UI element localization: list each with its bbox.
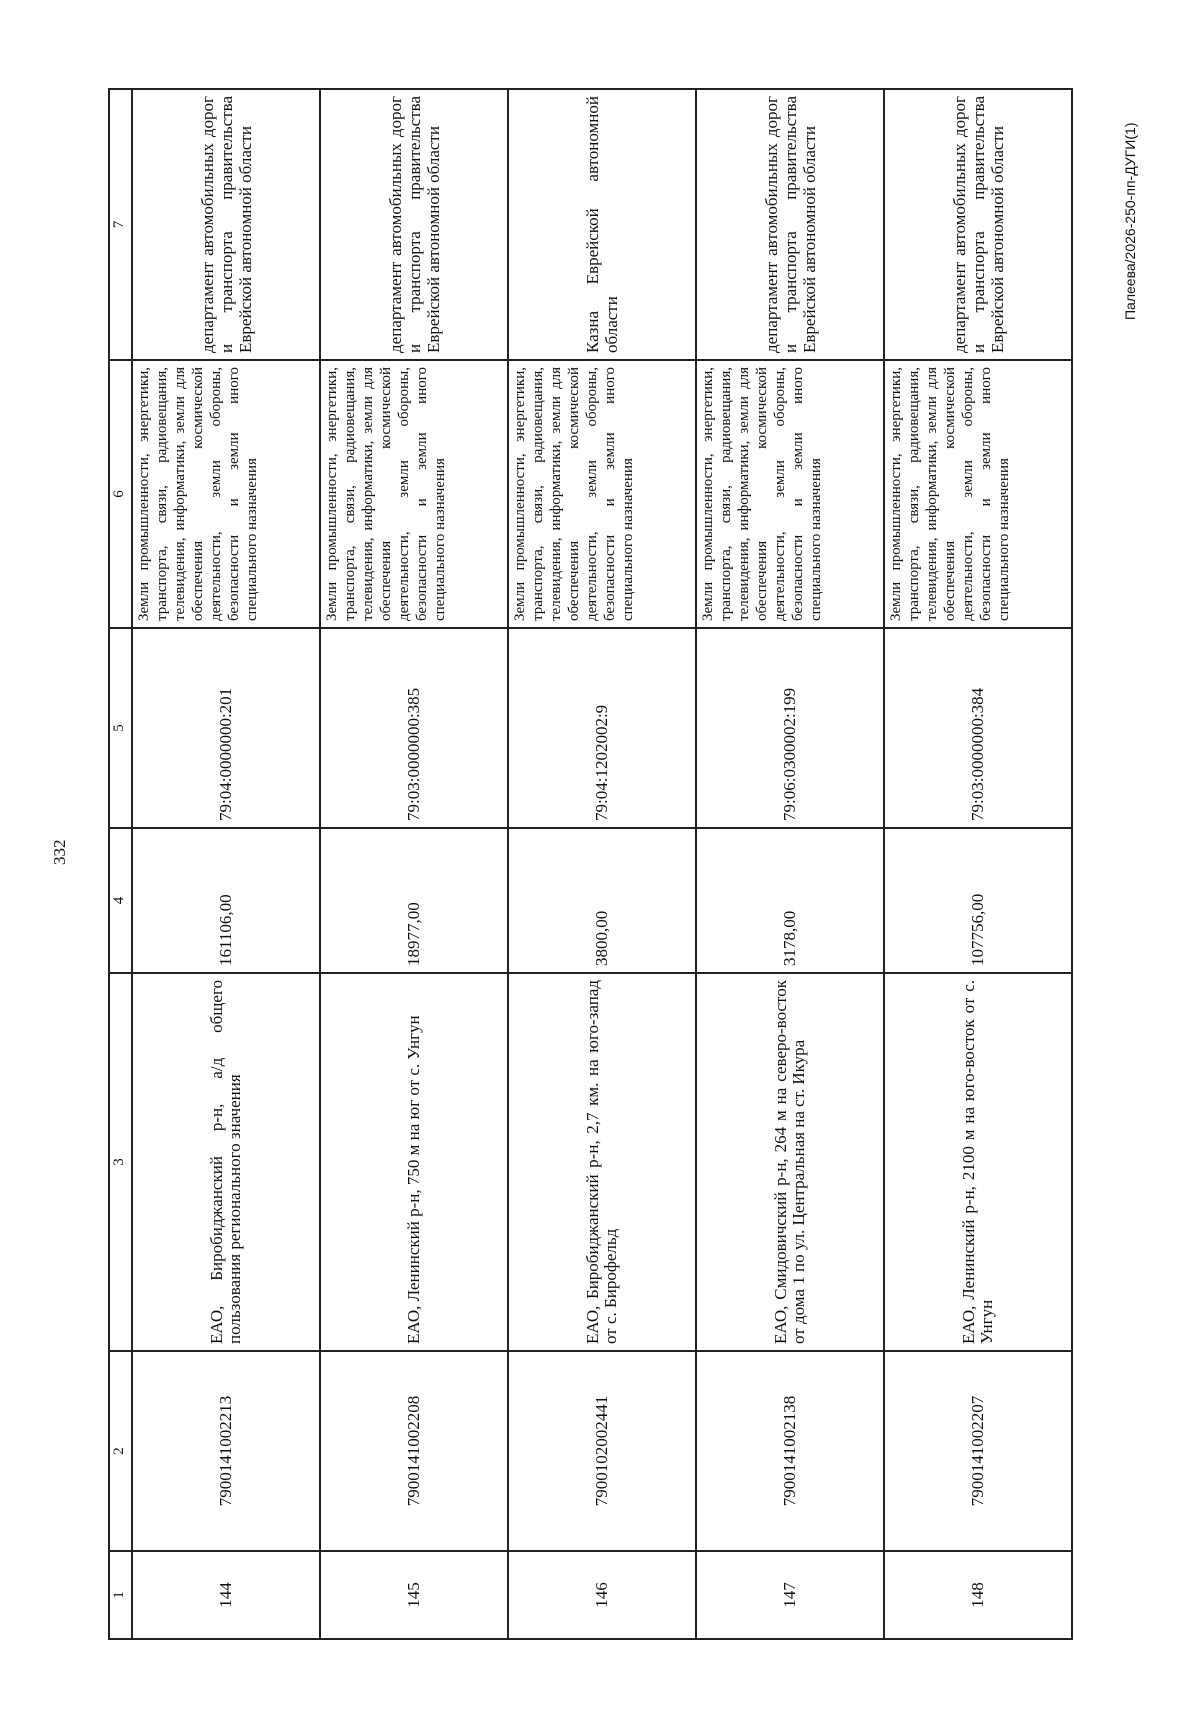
land-registry-table bbox=[108, 88, 1073, 1640]
column-header: 1 bbox=[109, 1551, 132, 1639]
registry-code: 7900141002213 bbox=[132, 1351, 320, 1551]
table-row bbox=[320, 89, 508, 1639]
owner: департамент автомобильных дорог и транспорта правительства Еврейской автономной области bbox=[320, 89, 508, 360]
column-header: 7 bbox=[109, 89, 132, 360]
row-number: 145 bbox=[320, 1551, 508, 1639]
registry-code: 7900141002138 bbox=[696, 1351, 884, 1551]
column-header: 4 bbox=[109, 828, 132, 973]
address: ЕАО, Биробиджанский р-н, а/д общего пользования регионального значения bbox=[132, 973, 320, 1351]
row-number: 147 bbox=[696, 1551, 884, 1639]
area: 161106,00 bbox=[132, 828, 320, 973]
cadastral-number: 79:03:0000000:384 bbox=[884, 628, 1072, 828]
row-number: 144 bbox=[132, 1551, 320, 1639]
table-row bbox=[132, 89, 320, 1639]
row-number: 146 bbox=[508, 1551, 696, 1639]
area: 107756,00 bbox=[884, 828, 1072, 973]
rotated-table-container bbox=[108, 90, 1073, 1640]
registry-code: 7900141002207 bbox=[884, 1351, 1072, 1551]
registry-code: 7900102002441 bbox=[508, 1351, 696, 1551]
area: 3800,00 bbox=[508, 828, 696, 973]
cadastral-number: 79:04:1202002:9 bbox=[508, 628, 696, 828]
cadastral-number: 79:06:0300002:199 bbox=[696, 628, 884, 828]
column-header: 2 bbox=[109, 1351, 132, 1551]
land-category: Земли промышленности, энергетики, транспорта, связи, радиовещания, телевидения, информатики, земли для обеспечения космической деятельности, земли обороны, безопасности и земли иного специального назначения bbox=[884, 360, 1072, 628]
column-header: 6 bbox=[109, 360, 132, 628]
area: 3178,00 bbox=[696, 828, 884, 973]
page-number: 332 bbox=[50, 839, 69, 865]
owner: Казна Еврейской автономной области bbox=[508, 89, 696, 360]
column-header: 5 bbox=[109, 628, 132, 828]
cadastral-number: 79:03:0000000:385 bbox=[320, 628, 508, 828]
land-category: Земли промышленности, энергетики, транспорта, связи, радиовещания, телевидения, информатики, земли для обеспечения космической деятельности, земли обороны, безопасности и земли иного специального назначения bbox=[320, 360, 508, 628]
header-row bbox=[109, 89, 132, 1639]
table-row bbox=[508, 89, 696, 1639]
registry-code: 7900141002208 bbox=[320, 1351, 508, 1551]
address: ЕАО, Смидовичский р-н, 264 м на северо-восток от дома 1 по ул. Центральная на ст. Икура bbox=[696, 973, 884, 1351]
column-header: 3 bbox=[109, 973, 132, 1351]
address: ЕАО, Ленинский р-н, 2100 м на юго-восток от с. Унгун bbox=[884, 973, 1072, 1351]
table-row bbox=[696, 89, 884, 1639]
cadastral-number: 79:04:0000000:201 bbox=[132, 628, 320, 828]
address: ЕАО, Биробиджанский р-н, 2,7 км. на юго-запад от с. Бирофельд bbox=[508, 973, 696, 1351]
owner: департамент автомобильных дорог и транспорта правительства Еврейской автономной области bbox=[884, 89, 1072, 360]
land-category: Земли промышленности, энергетики, транспорта, связи, радиовещания, телевидения, информатики, земли для обеспечения космической деятельности, земли обороны, безопасности и земли иного специального назначения bbox=[508, 360, 696, 628]
address: ЕАО, Ленинский р-н, 750 м на юг от с. Унгун bbox=[320, 973, 508, 1351]
land-category: Земли промышленности, энергетики, транспорта, связи, радиовещания, телевидения, информатики, земли для обеспечения космической деятельности, земли обороны, безопасности и земли иного специального назначения bbox=[132, 360, 320, 628]
land-category: Земли промышленности, энергетики, транспорта, связи, радиовещания, телевидения, информатики, земли для обеспечения космической деятельности, земли обороны, безопасности и земли иного специального назначения bbox=[696, 360, 884, 628]
footer-document-code: Палеева/2026-250-пп-ДУГИ(1) bbox=[1122, 122, 1138, 320]
owner: департамент автомобильных дорог и транспорта правительства Еврейской автономной области bbox=[132, 89, 320, 360]
row-number: 148 bbox=[884, 1551, 1072, 1639]
area: 18977,00 bbox=[320, 828, 508, 973]
table-row bbox=[884, 89, 1072, 1639]
owner: департамент автомобильных дорог и транспорта правительства Еврейской автономной области bbox=[696, 89, 884, 360]
